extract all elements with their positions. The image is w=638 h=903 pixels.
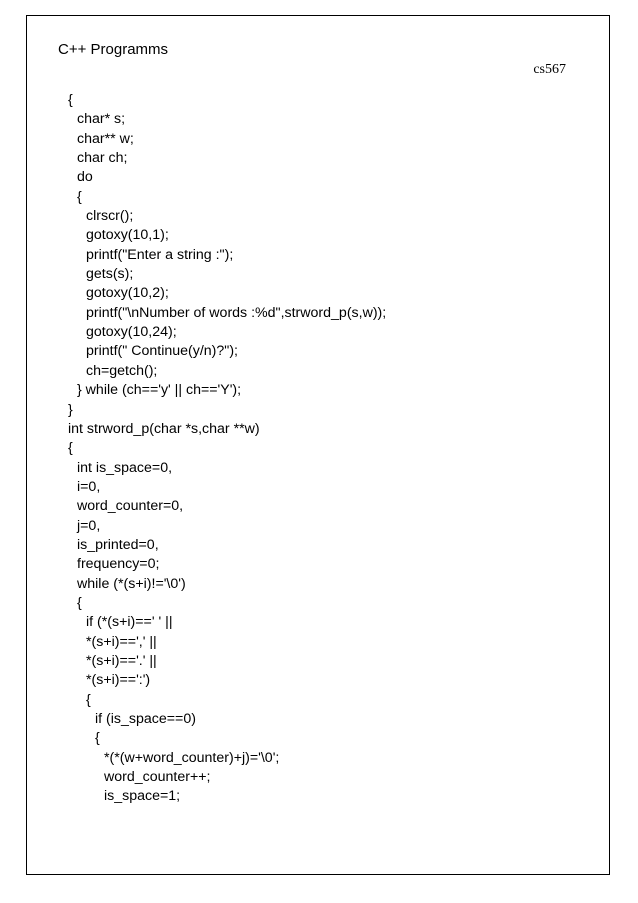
code-listing (68, 91, 386, 807)
code-line: *(*(w+word_counter)+j)='\0'; (104, 749, 280, 766)
code-line: gotoxy(10,24); (86, 324, 177, 341)
code-line: is_printed=0, (77, 536, 159, 553)
code-line: i=0, (77, 478, 101, 495)
code-line: char* s; (77, 111, 126, 128)
code-line: *(s+i)=='.' || (86, 652, 157, 669)
code-line: char ch; (77, 150, 128, 167)
code-line: } (68, 401, 73, 418)
code-line: is_space=1; (104, 788, 181, 805)
code-line: frequency=0; (77, 556, 160, 573)
code-line: int strword_p(char *s,char **w) (68, 420, 260, 437)
code-line: while (*(s+i)!='\0') (77, 575, 186, 592)
code-line: *(s+i)==':') (86, 672, 151, 689)
code-line: *(s+i)==',' || (86, 633, 157, 650)
code-line: { (68, 440, 73, 457)
code-line: gotoxy(10,1); (86, 227, 169, 244)
code-line: printf(" Continue(y/n)?"); (86, 343, 239, 360)
code-line: printf("Enter a string :"); (86, 246, 234, 263)
code-line: { (77, 188, 82, 205)
code-line: { (95, 730, 100, 747)
code-line: gotoxy(10,2); (86, 285, 169, 302)
code-line: printf("\nNumber of words :%d",strword_p(s,w)); (86, 304, 387, 321)
page-title: C++ Programms (58, 41, 169, 58)
code-line: char** w; (77, 130, 134, 147)
code-line: clrscr(); (86, 208, 134, 225)
code-line: ch=getch(); (86, 362, 158, 379)
code-line: int is_space=0, (77, 459, 173, 476)
code-line: j=0, (77, 517, 101, 534)
course-id: cs567 (533, 62, 566, 77)
code-line: if (is_space==0) (95, 711, 196, 727)
code-line: { (77, 594, 82, 611)
code-line: { (86, 691, 91, 708)
code-line: do (77, 169, 93, 186)
code-line: if (*(s+i)==' ' || (86, 614, 173, 631)
code-line: word_counter=0, (77, 498, 184, 515)
code-line: gets(s); (86, 266, 134, 283)
code-line: { (68, 92, 73, 108)
code-line: word_counter++; (104, 769, 211, 786)
code-line: } while (ch=='y' || ch=='Y'); (77, 382, 242, 399)
